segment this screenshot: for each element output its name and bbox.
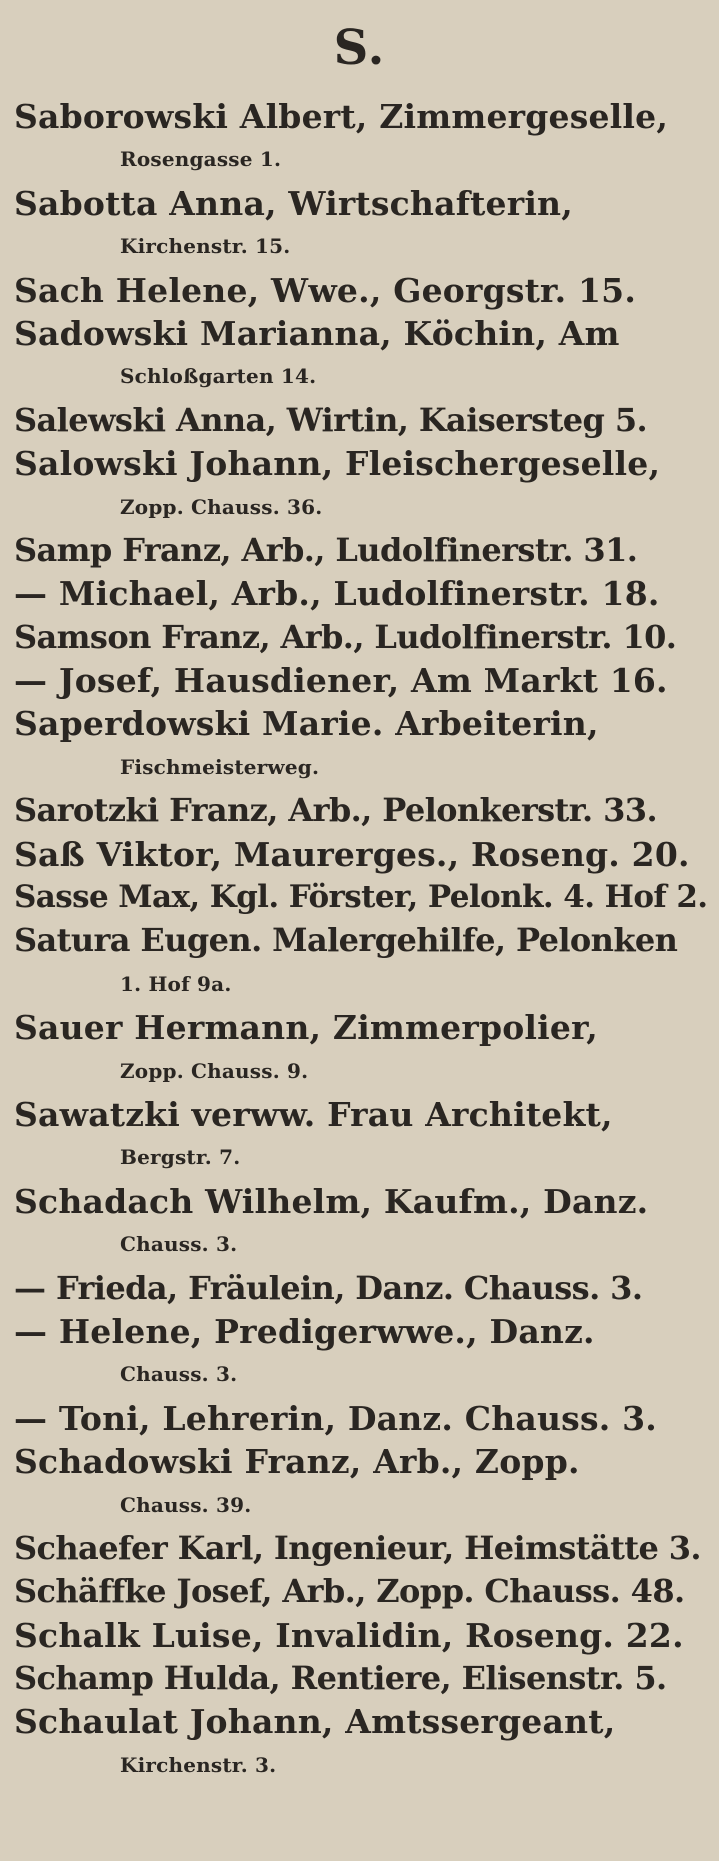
entry-continuation: Zopp. Chauss. 36. xyxy=(120,494,323,519)
entry-line: Schadach Wilhelm, Kaufm., Danz. xyxy=(14,1181,649,1221)
entry-line: Schaulat Johann, Amtssergeant, xyxy=(14,1702,616,1742)
entry-line: Schamp Hulda, Rentiere, Elisenstr. 5. xyxy=(14,1659,667,1698)
entry-line: Sauer Hermann, Zimmerpolier, xyxy=(14,1008,598,1048)
entry-line: — Michael, Arb., Ludolfinerstr. 18. xyxy=(14,574,660,614)
entry-line: Sawatzki verww. Frau Architekt, xyxy=(14,1094,613,1134)
entry-line: — Josef, Hausdiener, Am Markt 16. xyxy=(14,661,668,701)
entry-line: Salewski Anna, Wirtin, Kaisersteg 5. xyxy=(14,400,648,439)
entry-line: Salowski Johann, Fleischergeselle, xyxy=(14,444,661,484)
entry-line: Samp Franz, Arb., Ludolfinerstr. 31. xyxy=(14,530,638,569)
entry-continuation: Kirchenstr. 15. xyxy=(120,234,291,259)
entry-line: Sasse Max, Kgl. Förster, Pelonk. 4. Hof 2. xyxy=(14,879,708,916)
entry-line: Satura Eugen. Malergehilfe, Pelonken xyxy=(14,921,678,960)
entry-continuation: Chauss. 39. xyxy=(120,1492,252,1517)
entry-line: Schalk Luise, Invalidin, Roseng. 22. xyxy=(14,1615,684,1655)
entry-continuation: Kirchenstr. 3. xyxy=(120,1752,277,1777)
entry-line: Saperdowski Marie. Arbeiterin, xyxy=(14,704,599,744)
entry-line: Sadowski Marianna, Köchin, Am xyxy=(14,313,620,353)
entry-continuation: Fischmeisterweg. xyxy=(120,754,320,779)
entry-line: Schaefer Karl, Ingenieur, Heimstätte 3. xyxy=(14,1528,701,1567)
entry-list xyxy=(14,95,714,1787)
section-heading: S. xyxy=(333,20,386,76)
entry-line: Saß Viktor, Maurerges., Roseng. 20. xyxy=(14,834,690,874)
entry-line: Sabotta Anna, Wirtschafterin, xyxy=(14,183,573,223)
entry-line: — Toni, Lehrerin, Danz. Chauss. 3. xyxy=(14,1398,657,1438)
entry-line: Sarotzki Franz, Arb., Pelonkerstr. 33. xyxy=(14,791,658,830)
entry-continuation: Chauss. 3. xyxy=(120,1362,238,1387)
entry-line: — Frieda, Fräulein, Danz. Chauss. 3. xyxy=(14,1268,643,1307)
entry-continuation: Schloßgarten 14. xyxy=(120,364,317,389)
entry-line: Saborowski Albert, Zimmergeselle, xyxy=(14,97,669,136)
entry-continuation: Zopp. Chauss. 9. xyxy=(120,1058,309,1083)
entry-line: Schadowski Franz, Arb., Zopp. xyxy=(14,1442,580,1482)
entry-line: Schäffke Josef, Arb., Zopp. Chauss. 48. xyxy=(14,1572,685,1611)
entry-line: Samson Franz, Arb., Ludolfinerstr. 10. xyxy=(14,617,677,656)
entry-line: Sach Helene, Wwe., Georgstr. 15. xyxy=(14,270,637,310)
entry-continuation: Bergstr. 7. xyxy=(120,1145,241,1170)
entry-continuation: 1. Hof 9a. xyxy=(120,971,232,996)
entry-line: — Helene, Predigerwwe., Danz. xyxy=(14,1311,595,1351)
entry-continuation: Rosengasse 1. xyxy=(120,147,282,172)
entry-continuation: Chauss. 3. xyxy=(120,1232,238,1257)
